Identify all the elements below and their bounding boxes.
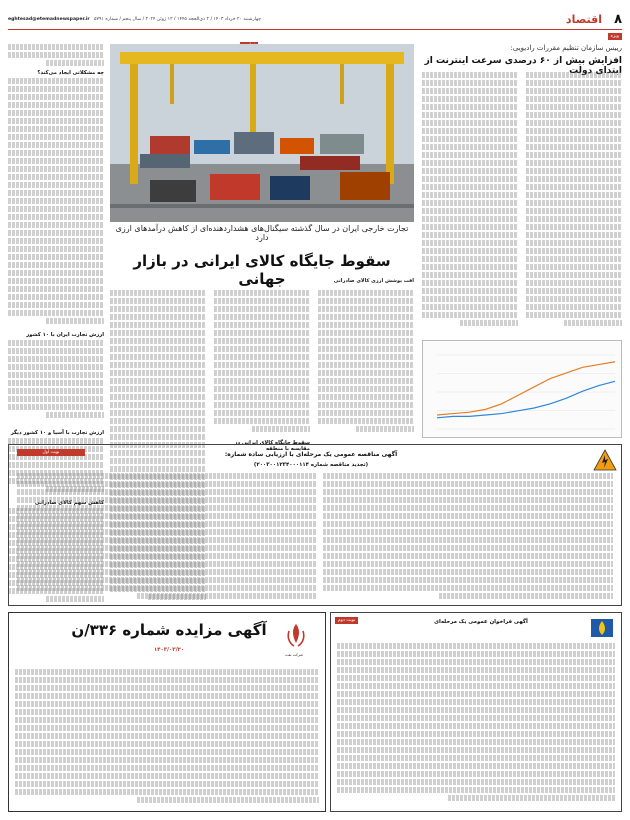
text-line [214,386,310,392]
text-line [8,198,104,204]
text-line [8,142,104,148]
text-line [526,288,622,294]
text-line [17,489,317,495]
text-line [337,715,615,721]
text-line [460,320,518,326]
text-line [422,280,518,286]
main-kicker: تجارت خارجی ایران در سال گذشته سیگنال‌های هشداردهنده‌ای از کاهش درآمدهای ارزی دارد [115,224,409,242]
text-line [526,104,622,110]
text-line [526,112,622,118]
text-line [8,380,104,386]
text-line [526,72,622,78]
text-line [422,136,518,142]
text-line [17,473,317,479]
text-line [422,152,518,158]
text-line [214,290,310,296]
text-line [8,254,104,260]
text-line [526,296,622,302]
text-line [337,643,615,649]
text-line [323,545,613,551]
text-line [526,304,622,310]
text-line [422,288,518,294]
text-line [8,94,104,100]
text-line [214,394,310,400]
text-line [17,585,317,591]
text-line [422,72,518,78]
text-line [46,318,104,324]
text-line [337,731,615,737]
text-line [526,272,622,278]
main-col1 [318,290,414,438]
text-line [15,669,319,675]
text-line [8,262,104,268]
text-line [318,298,414,304]
main-col2 [214,290,310,440]
text-line [15,677,319,683]
text-line [318,290,414,296]
text-line [318,322,414,328]
text-line [526,240,622,246]
text-line [318,410,414,416]
text-line [318,306,414,312]
right-article-col1 [526,72,622,334]
text-line [337,779,615,785]
oil-company-logo-icon [589,617,615,639]
issue-info: چهارشنبه ۲۰ خرداد ۱۴۰۳ / ۲ ذی‌الحجه ۱۴۴۵ / ۱۲ ژوئن ۲۰۲۴ / سال پنجم / شماره ۵۷۹۱ [94,17,262,22]
text-line [8,134,104,140]
text-line [337,747,615,753]
text-line [422,304,518,310]
text-line [318,378,414,384]
text-line [214,370,310,376]
text-line [422,272,518,278]
text-line [356,426,414,432]
text-line [15,725,319,731]
text-line [214,330,310,336]
text-line [526,200,622,206]
text-line [17,521,317,527]
text-line [526,144,622,150]
text-line [337,651,615,657]
text-line [318,402,414,408]
text-line [8,396,104,402]
text-line [8,348,104,354]
text-line [17,497,317,503]
chart-box [422,340,622,438]
text-line [337,667,615,673]
text-line [110,314,206,320]
text-line [337,699,615,705]
text-line [422,208,518,214]
text-line [526,160,622,166]
iran-emblem-icon [281,621,311,651]
text-line [8,238,104,244]
text-line [422,160,518,166]
text-line [110,386,206,392]
right-article-kicker: رییس سازمان تنظیم مقررات رادیویی: [510,44,622,52]
text-line [8,190,104,196]
text-line [323,561,613,567]
text-line [526,136,622,142]
text-line [526,168,622,174]
text-line [8,214,104,220]
text-line [323,569,613,575]
text-line [110,434,206,440]
text-line [323,529,613,535]
text-line [8,52,104,58]
text-line [318,338,414,344]
text-line [526,232,622,238]
tender-1-badge: نوبت اول [17,449,85,456]
auction-date: ۱۴۰۳/۰۳/۲۰ [153,647,185,653]
text-line [15,685,319,691]
text-line [526,192,622,198]
text-line [17,569,317,575]
text-line [8,270,104,276]
text-line [526,184,622,190]
text-line [422,120,518,126]
website: eghtesad@etemadnewspaper.ir [8,17,90,22]
text-line [448,795,615,801]
text-line [214,362,310,368]
text-line [323,497,613,503]
text-line [17,577,317,583]
text-line [526,128,622,134]
text-line [323,577,613,583]
text-line [323,553,613,559]
text-line [323,585,613,591]
main-byline: افت پوشش ارزی کالای صادراتی [333,278,414,284]
auction-title: آگهی مزایده شماره ۳۳۶/ن [71,621,267,639]
text-line [110,402,206,408]
text-line [8,158,104,164]
main-headline: سقوط جایگاه کالای ایرانی در بازار جهانی [133,252,391,288]
main-subhead-5: سقوط جایگاه کالای ایرانی در مقایسه با منطقه [234,440,310,452]
text-line [15,701,319,707]
text-line [422,232,518,238]
text-line [337,771,615,777]
text-line [422,88,518,94]
main-subhead-3: ارزش تجارت با آسیا و ۱۰ کشور دیگر [10,430,104,436]
main-subhead-1: چه مشکلاتی ایجاد می‌کند؟ [37,70,104,76]
text-line [526,96,622,102]
text-line [318,394,414,400]
text-line [8,246,104,252]
tender-2-body [337,643,615,807]
text-line [318,314,414,320]
text-line [422,312,518,318]
text-line [214,402,310,408]
text-line [526,312,622,318]
text-line [323,537,613,543]
text-line [337,691,615,697]
text-line [17,505,317,511]
text-line [214,322,310,328]
text-line [8,356,104,362]
text-line [526,216,622,222]
auction-org: شرکت نفت [285,653,303,657]
text-line [526,80,622,86]
text-line [46,412,104,418]
text-line [137,797,319,803]
text-line [422,192,518,198]
text-line [422,264,518,270]
text-line [8,310,104,316]
auction-ad [8,612,326,812]
text-line [422,256,518,262]
text-line [8,174,104,180]
text-line [526,176,622,182]
text-line [422,128,518,134]
text-line [526,224,622,230]
text-line [422,80,518,86]
text-line [15,773,319,779]
text-line [422,168,518,174]
tender-2-badge: نوبت دوم [335,617,358,624]
text-line [8,182,104,188]
text-line [15,733,319,739]
text-line [17,537,317,543]
text-line [526,208,622,214]
tag-special: ویژه [608,33,622,40]
text-line [110,426,206,432]
company-logo-icon [593,449,617,471]
text-line [137,593,317,599]
text-line [214,418,310,424]
text-line [110,418,206,424]
left-col-top [8,44,104,68]
text-line [323,505,613,511]
text-line [15,741,319,747]
tender-1-body-right [323,473,613,601]
tender-2-title: آگهی فراخوان عمومی یک مرحله‌ای [434,619,528,625]
auction-body [15,669,319,807]
left-col-body1 [8,78,104,328]
text-line [15,717,319,723]
right-article-col2 [422,72,518,334]
text-line [8,364,104,370]
text-line [110,306,206,312]
text-line [8,286,104,292]
text-line [8,110,104,116]
text-line [214,338,310,344]
text-line [422,144,518,150]
text-line [17,513,317,519]
text-line [214,346,310,352]
text-line [110,370,206,376]
text-line [526,264,622,270]
text-line [8,150,104,156]
text-line [17,545,317,551]
text-line [8,118,104,124]
text-line [8,126,104,132]
text-line [15,781,319,787]
text-line [110,410,206,416]
text-line [8,294,104,300]
text-line [8,302,104,308]
text-line [337,763,615,769]
text-line [15,749,319,755]
text-line [318,346,414,352]
tender-1-subtitle: (تجدید مناقصه شماره ۲۰۰۳۰۰۱۲۳۴۰۰۰۱۱۴) [253,462,369,468]
section-title: اقتصاد [565,13,602,26]
text-line [422,224,518,230]
text-line [252,426,310,432]
tender-1-title: آگهی مناقصه عمومی یک مرحله‌ای با ارزیابی ساده شماره: [224,451,398,458]
main-subhead-4: کاهش سهم کالای صادراتی [34,500,104,506]
text-line [110,354,206,360]
text-line [526,248,622,254]
text-line [110,378,206,384]
text-line [526,152,622,158]
port-cranes-photo [110,44,414,222]
text-line [337,739,615,745]
text-line [526,88,622,94]
text-line [337,787,615,793]
text-line [8,102,104,108]
text-line [422,104,518,110]
text-line [422,216,518,222]
text-line [337,723,615,729]
text-line [15,693,319,699]
text-line [318,418,414,424]
text-line [8,404,104,410]
text-line [337,659,615,665]
text-line [15,765,319,771]
text-line [8,206,104,212]
text-line [214,306,310,312]
text-line [15,757,319,763]
text-line [323,473,613,479]
text-line [422,240,518,246]
text-line [318,330,414,336]
text-line [8,78,104,84]
text-line [564,320,622,326]
text-line [110,322,206,328]
text-line [214,354,310,360]
text-line [422,200,518,206]
text-line [422,248,518,254]
text-line [323,513,613,519]
line-chart [423,341,623,439]
text-line [439,593,613,599]
text-line [214,314,310,320]
text-line [214,410,310,416]
text-line [110,298,206,304]
text-line [422,184,518,190]
text-line [422,96,518,102]
text-line [8,166,104,172]
text-line [110,338,206,344]
chart-series-line-1 [437,362,615,415]
text-line [15,789,319,795]
main-subhead-2: ارزش تجارت ایران با ۱۰ کشور [26,332,104,338]
text-line [8,388,104,394]
text-line [422,112,518,118]
text-line [110,346,206,352]
text-line [8,340,104,346]
text-line [318,386,414,392]
text-line [46,60,104,66]
text-line [422,176,518,182]
tender-ad-2 [330,612,622,812]
text-line [422,296,518,302]
text-line [526,280,622,286]
text-line [318,354,414,360]
text-line [323,489,613,495]
text-line [323,481,613,487]
text-line [15,709,319,715]
text-line [323,521,613,527]
text-line [110,330,206,336]
text-line [8,86,104,92]
text-line [8,44,104,50]
text-line [8,222,104,228]
text-line [110,290,206,296]
tender-1-body-left [17,473,317,601]
text-line [318,362,414,368]
text-line [17,553,317,559]
text-line [8,372,104,378]
text-line [214,298,310,304]
date-line [8,17,261,22]
text-line [337,707,615,713]
text-line [526,256,622,262]
text-line [214,378,310,384]
text-line [526,120,622,126]
left-col-body2 [8,340,104,426]
text-line [337,755,615,761]
tender-ad-1 [8,444,622,606]
text-line [17,561,317,567]
text-line [8,278,104,284]
page-number: ۸ [614,12,622,27]
text-line [8,230,104,236]
text-line [337,675,615,681]
text-line [337,683,615,689]
text-line [318,370,414,376]
text-line [17,481,317,487]
text-line [17,529,317,535]
text-line [110,394,206,400]
text-line [110,362,206,368]
right-article-headline: افزایش بیش از ۶۰ درصدی سرعت اینترنت از ابتدای دولت [424,56,622,76]
